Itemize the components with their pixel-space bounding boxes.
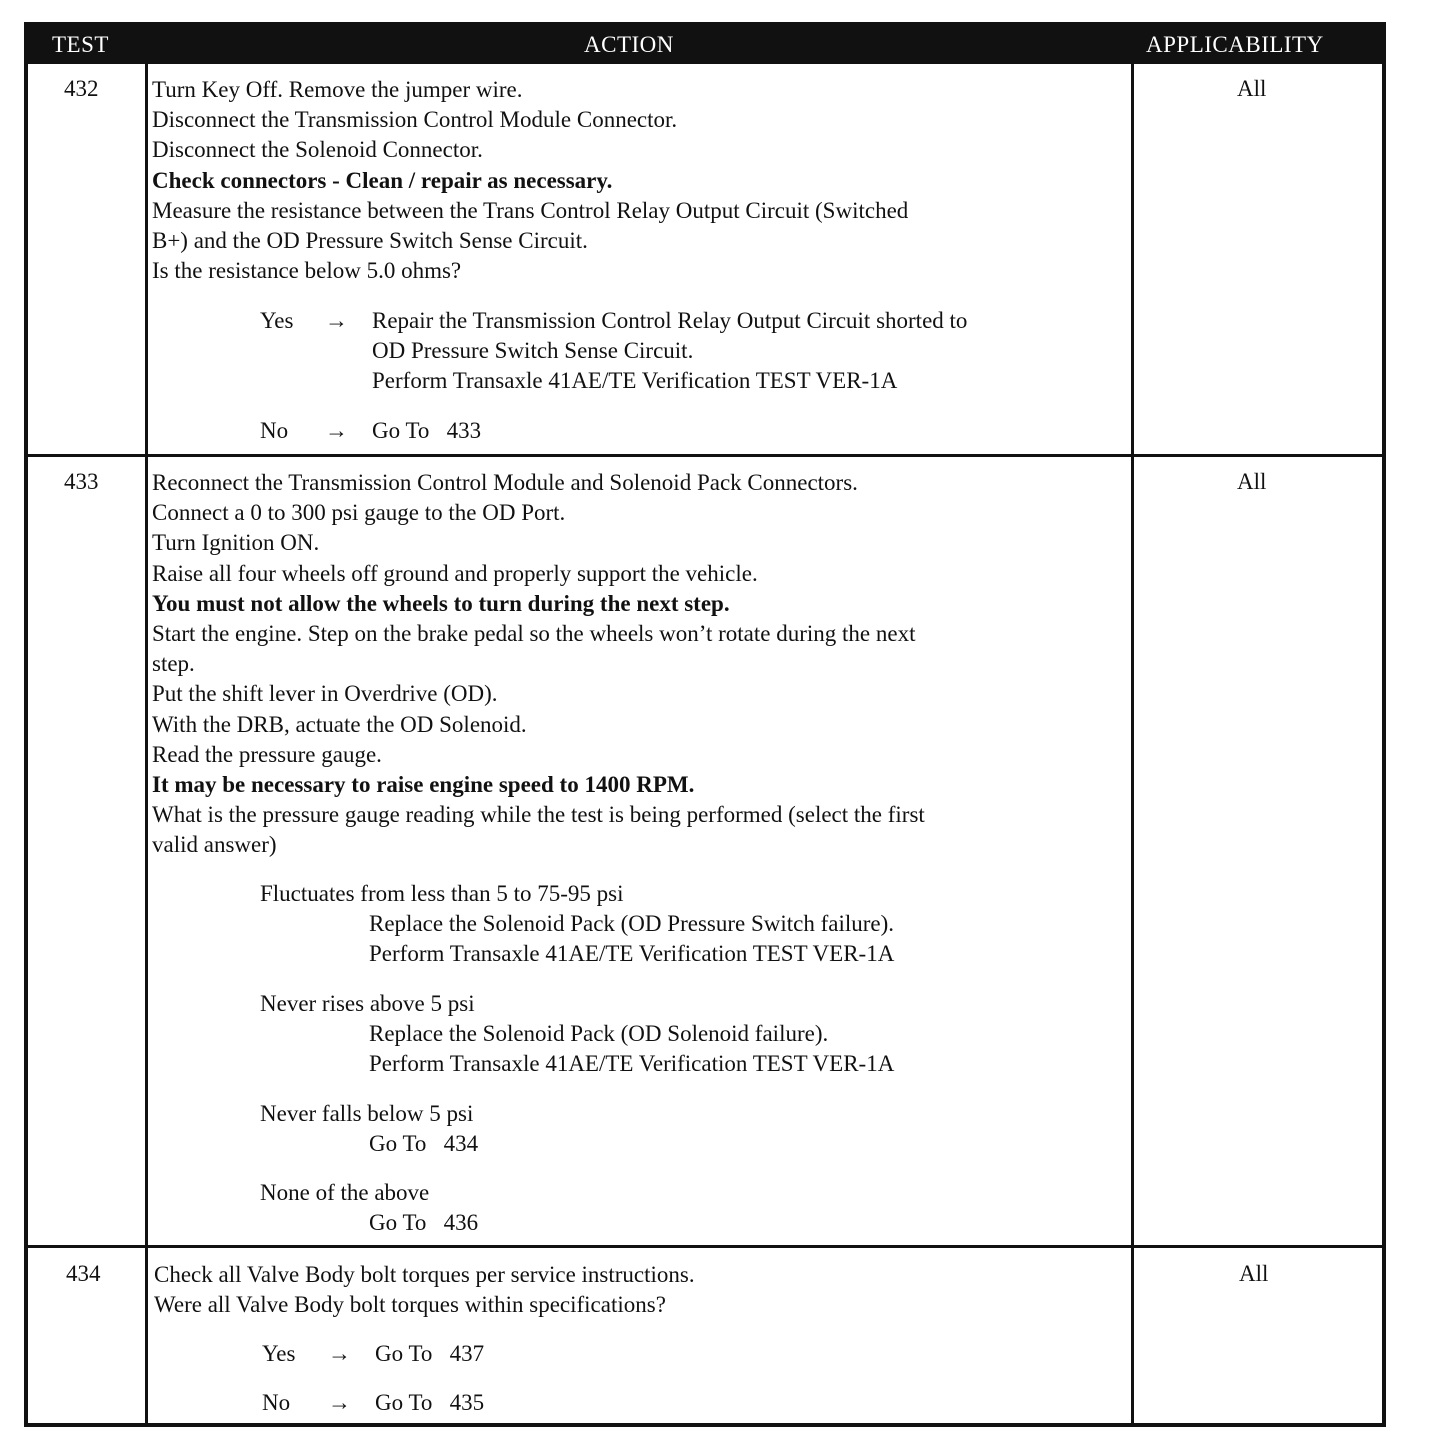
header-test: TEST — [52, 32, 109, 57]
result-line: Perform Transaxle 41AE/TE Verification TEST VER-1A — [372, 368, 898, 394]
arrow-icon: → — [325, 418, 348, 443]
option-3-label: Never falls below 5 psi — [260, 1101, 474, 1126]
row-divider — [28, 1245, 1382, 1248]
yes-label: Yes — [260, 308, 294, 333]
option-2-label: Never rises above 5 psi — [260, 991, 475, 1016]
action-line: Turn Key Off. Remove the jumper wire. — [152, 77, 523, 102]
applicability-434: All — [1239, 1261, 1269, 1286]
header-applicability: APPLICABILITY — [1146, 32, 1324, 57]
action-line: Reconnect the Transmission Control Module and Solenoid Pack Connectors. — [152, 470, 858, 495]
result-line: Replace the Solenoid Pack (OD Solenoid failure). — [369, 1021, 829, 1046]
header-action: ACTION — [584, 32, 674, 57]
action-line: Read the pressure gauge. — [152, 741, 382, 767]
action-line: Connect a 0 to 300 psi gauge to the OD Port. — [152, 500, 566, 526]
arrow-icon: → — [328, 1341, 351, 1366]
action-line: Raise all four wheels off ground and properly support the vehicle. — [152, 560, 758, 586]
yes-result: Go To 437 — [375, 1341, 485, 1366]
action-line: Measure the resistance between the Trans Control Relay Output Circuit (Switched — [152, 197, 909, 223]
action-line: With the DRB, actuate the OD Solenoid. — [152, 711, 527, 737]
table-header — [28, 26, 1382, 64]
test-number-432: 432 — [64, 76, 99, 101]
action-line: valid answer) — [152, 832, 277, 858]
result-line: Perform Transaxle 41AE/TE Verification TEST VER-1A — [369, 941, 895, 967]
action-line: Is the resistance below 5.0 ohms? — [152, 258, 462, 284]
row-divider — [28, 454, 1382, 457]
no-label: No — [262, 1390, 291, 1415]
action-line: B+) and the OD Pressure Switch Sense Circuit. — [152, 227, 588, 253]
result-line: Replace the Solenoid Pack (OD Pressure Switch failure). — [369, 911, 895, 936]
action-line: Were all Valve Body bolt torques within specifications? — [154, 1292, 666, 1318]
no-result: Go To 433 — [372, 418, 482, 443]
action-line: Disconnect the Solenoid Connector. — [152, 137, 483, 163]
result-line: Repair the Transmission Control Relay Output Circuit shorted to — [372, 308, 968, 333]
action-line: Turn Ignition ON. — [152, 530, 320, 556]
yes-label: Yes — [262, 1341, 296, 1366]
action-line-bold: It may be necessary to raise engine speed to 1400 RPM. — [152, 771, 695, 797]
applicability-432: All — [1237, 76, 1267, 101]
applicability-433: All — [1237, 469, 1267, 494]
option-4-result: Go To 436 — [369, 1210, 479, 1235]
action-432 — [152, 75, 908, 286]
result-line: Perform Transaxle 41AE/TE Verification TEST VER-1A — [369, 1051, 895, 1077]
no-label: No — [260, 418, 289, 443]
action-line: Put the shift lever in Overdrive (OD). — [152, 681, 498, 707]
option-2-result — [369, 1019, 894, 1079]
no-result: Go To 435 — [375, 1390, 485, 1415]
test-number-433: 433 — [64, 469, 99, 494]
action-line: Disconnect the Transmission Control Module Connector. — [152, 107, 678, 133]
diagnostic-table — [24, 22, 1386, 1427]
action-line: Check all Valve Body bolt torques per service instructions. — [154, 1262, 695, 1287]
column-divider — [1131, 64, 1134, 1423]
action-line: step. — [152, 651, 195, 677]
column-divider — [145, 64, 148, 1423]
arrow-icon: → — [328, 1390, 351, 1415]
action-line-bold: You must not allow the wheels to turn during the next step. — [152, 590, 730, 616]
action-434 — [154, 1260, 695, 1320]
test-number-434: 434 — [66, 1261, 101, 1286]
yes-result — [372, 306, 967, 397]
option-4-label: None of the above — [260, 1180, 430, 1205]
result-line: OD Pressure Switch Sense Circuit. — [372, 338, 694, 364]
arrow-icon: → — [325, 308, 348, 333]
action-line: Start the engine. Step on the brake pedal so the wheels won’t rotate during the next — [152, 620, 916, 646]
option-3-result: Go To 434 — [369, 1131, 479, 1156]
action-line-bold: Check connectors - Clean / repair as necessary. — [152, 167, 613, 193]
action-line: What is the pressure gauge reading while the test is being performed (select the first — [152, 802, 925, 828]
option-1-label: Fluctuates from less than 5 to 75-95 psi — [260, 881, 624, 906]
action-433 — [152, 468, 925, 860]
option-1-result — [369, 909, 894, 969]
